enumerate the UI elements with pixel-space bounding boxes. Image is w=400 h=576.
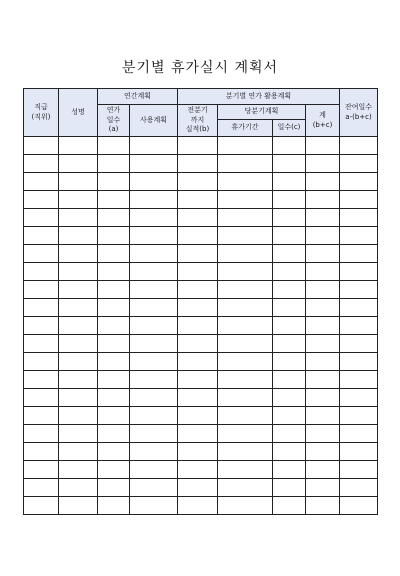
table-cell[interactable]	[24, 245, 59, 263]
table-cell[interactable]	[130, 497, 178, 515]
table-cell[interactable]	[340, 191, 378, 209]
document-title: 분기별 휴가실시 계획서	[121, 60, 279, 76]
table-cell[interactable]	[306, 425, 340, 443]
table-cell[interactable]	[24, 209, 59, 227]
table-cell[interactable]	[340, 155, 378, 173]
table-cell[interactable]	[178, 173, 218, 191]
table-cell[interactable]	[24, 227, 59, 245]
table-cell[interactable]	[24, 155, 59, 173]
table-cell[interactable]	[98, 479, 130, 497]
table-cell[interactable]	[273, 281, 306, 299]
table-cell[interactable]	[273, 335, 306, 353]
table-cell[interactable]	[130, 335, 178, 353]
table-cell[interactable]	[178, 137, 218, 155]
table-cell[interactable]	[218, 299, 273, 317]
table-cell[interactable]	[178, 317, 218, 335]
table-cell[interactable]	[178, 443, 218, 461]
table-cell[interactable]	[306, 137, 340, 155]
table-cell[interactable]	[178, 245, 218, 263]
table-cell[interactable]	[178, 497, 218, 515]
header-usage-plan: 사용계획	[130, 105, 178, 137]
table-row	[24, 137, 378, 155]
table-cell[interactable]	[24, 443, 59, 461]
table-cell[interactable]	[98, 317, 130, 335]
table-cell[interactable]	[24, 407, 59, 425]
table-cell[interactable]	[306, 227, 340, 245]
table-cell[interactable]	[59, 317, 98, 335]
table-cell[interactable]	[178, 335, 218, 353]
table-row	[24, 227, 378, 245]
table-cell[interactable]	[98, 209, 130, 227]
table-cell[interactable]	[218, 425, 273, 443]
table-cell[interactable]	[24, 425, 59, 443]
table-cell[interactable]	[130, 173, 178, 191]
table-cell[interactable]	[340, 389, 378, 407]
table-cell[interactable]	[98, 497, 130, 515]
table-cell[interactable]	[24, 479, 59, 497]
table-cell[interactable]	[306, 281, 340, 299]
table-cell[interactable]	[273, 479, 306, 497]
table-cell[interactable]	[130, 317, 178, 335]
table-cell[interactable]	[306, 389, 340, 407]
table-cell[interactable]	[306, 299, 340, 317]
table-cell[interactable]	[273, 371, 306, 389]
table-cell[interactable]	[59, 371, 98, 389]
table-row	[24, 281, 378, 299]
table-cell[interactable]	[98, 335, 130, 353]
table-cell[interactable]	[306, 353, 340, 371]
table-cell[interactable]	[130, 299, 178, 317]
table-cell[interactable]	[130, 137, 178, 155]
table-row	[24, 209, 378, 227]
table-cell[interactable]	[340, 353, 378, 371]
table-cell[interactable]	[98, 371, 130, 389]
table-cell[interactable]	[218, 371, 273, 389]
table-cell[interactable]	[98, 155, 130, 173]
header-rank: 직급 (직위)	[24, 89, 59, 137]
table-row	[24, 461, 378, 479]
table-cell[interactable]	[273, 497, 306, 515]
table-cell[interactable]	[273, 407, 306, 425]
table-cell[interactable]	[178, 407, 218, 425]
table-cell[interactable]	[59, 389, 98, 407]
table-cell[interactable]	[130, 479, 178, 497]
table-cell[interactable]	[98, 389, 130, 407]
table-cell[interactable]	[130, 461, 178, 479]
table-cell[interactable]	[306, 209, 340, 227]
table-cell[interactable]	[306, 461, 340, 479]
table-cell[interactable]	[59, 173, 98, 191]
table-cell[interactable]	[273, 137, 306, 155]
table-cell[interactable]	[218, 245, 273, 263]
table-cell[interactable]	[130, 389, 178, 407]
table-cell[interactable]	[130, 209, 178, 227]
table-row	[24, 353, 378, 371]
table-row	[24, 155, 378, 173]
table-row	[24, 389, 378, 407]
table-cell[interactable]	[130, 371, 178, 389]
table-row	[24, 245, 378, 263]
table-row	[24, 299, 378, 317]
table-cell[interactable]	[218, 479, 273, 497]
table-cell[interactable]	[59, 281, 98, 299]
table-cell[interactable]	[130, 155, 178, 173]
header-remaining-days: 잔여일수 a-(b+c)	[340, 89, 378, 137]
table-cell[interactable]	[273, 155, 306, 173]
table-cell[interactable]	[218, 407, 273, 425]
table-cell[interactable]	[178, 227, 218, 245]
table-cell[interactable]	[130, 281, 178, 299]
table-cell[interactable]	[340, 371, 378, 389]
table-cell[interactable]	[59, 191, 98, 209]
table-row	[24, 497, 378, 515]
table-cell[interactable]	[178, 371, 218, 389]
table-row	[24, 425, 378, 443]
table-cell[interactable]	[340, 461, 378, 479]
table-cell[interactable]	[130, 353, 178, 371]
table-cell[interactable]	[178, 281, 218, 299]
header-current-quarter: 당분기계획	[218, 105, 306, 120]
table-cell[interactable]	[59, 461, 98, 479]
table-cell[interactable]	[273, 263, 306, 281]
table-cell[interactable]	[178, 299, 218, 317]
table-cell[interactable]	[340, 281, 378, 299]
table-cell[interactable]	[273, 299, 306, 317]
table-cell[interactable]	[130, 227, 178, 245]
table-cell[interactable]	[98, 263, 130, 281]
table-cell[interactable]	[59, 137, 98, 155]
table-cell[interactable]	[59, 479, 98, 497]
header-quarterly-plan: 분기별 연가 활용계획	[178, 89, 340, 105]
table-cell[interactable]	[59, 155, 98, 173]
table-cell[interactable]	[24, 263, 59, 281]
table-cell[interactable]	[98, 245, 130, 263]
header-total: 계 (b+c)	[306, 105, 340, 137]
table-cell[interactable]	[178, 461, 218, 479]
table-cell[interactable]	[24, 389, 59, 407]
table-cell[interactable]	[340, 479, 378, 497]
table-cell[interactable]	[306, 497, 340, 515]
table-cell[interactable]	[273, 173, 306, 191]
table-cell[interactable]	[273, 389, 306, 407]
table-cell[interactable]	[178, 155, 218, 173]
table-cell[interactable]	[98, 299, 130, 317]
table-cell[interactable]	[273, 461, 306, 479]
table-row	[24, 479, 378, 497]
table-cell[interactable]	[24, 191, 59, 209]
table-cell[interactable]	[273, 443, 306, 461]
table-row	[24, 317, 378, 335]
table-cell[interactable]	[340, 335, 378, 353]
table-cell[interactable]	[178, 389, 218, 407]
table-cell[interactable]	[273, 425, 306, 443]
table-cell[interactable]	[340, 137, 378, 155]
table-cell[interactable]	[24, 353, 59, 371]
table-cell[interactable]	[98, 353, 130, 371]
table-cell[interactable]	[273, 191, 306, 209]
table-cell[interactable]	[59, 443, 98, 461]
table-cell[interactable]	[306, 443, 340, 461]
table-row	[24, 371, 378, 389]
table-cell[interactable]	[218, 191, 273, 209]
table-cell[interactable]	[24, 137, 59, 155]
table-cell[interactable]	[340, 209, 378, 227]
table-cell[interactable]	[218, 281, 273, 299]
table-cell[interactable]	[98, 191, 130, 209]
table-cell[interactable]	[130, 245, 178, 263]
table-cell[interactable]	[218, 209, 273, 227]
table-cell[interactable]	[218, 263, 273, 281]
table-row	[24, 335, 378, 353]
table-cell[interactable]	[130, 263, 178, 281]
table-cell[interactable]	[24, 497, 59, 515]
table-cell[interactable]	[306, 245, 340, 263]
table-cell[interactable]	[98, 461, 130, 479]
table-cell[interactable]	[340, 317, 378, 335]
table-cell[interactable]	[98, 137, 130, 155]
table-cell[interactable]	[218, 443, 273, 461]
table-cell[interactable]	[178, 425, 218, 443]
header-leave-period: 휴가기간	[218, 120, 273, 137]
table-cell[interactable]	[59, 263, 98, 281]
table-cell[interactable]	[340, 425, 378, 443]
table-cell[interactable]	[59, 497, 98, 515]
table-cell[interactable]	[218, 335, 273, 353]
table-body	[24, 137, 378, 515]
table-cell[interactable]	[306, 335, 340, 353]
table-cell[interactable]	[218, 137, 273, 155]
table-cell[interactable]	[273, 209, 306, 227]
table-cell[interactable]	[130, 191, 178, 209]
table-cell[interactable]	[340, 263, 378, 281]
header-annual-plan: 연간계획	[98, 89, 178, 105]
table-row	[24, 263, 378, 281]
table-cell[interactable]	[98, 281, 130, 299]
table-cell[interactable]	[306, 191, 340, 209]
table-cell[interactable]	[218, 389, 273, 407]
header-annual-days: 연가 일수 (a)	[98, 105, 130, 137]
table-cell[interactable]	[24, 371, 59, 389]
table-cell[interactable]	[218, 461, 273, 479]
table-cell[interactable]	[273, 353, 306, 371]
table-cell[interactable]	[24, 299, 59, 317]
table-cell[interactable]	[59, 335, 98, 353]
table-cell[interactable]	[340, 299, 378, 317]
table-cell[interactable]	[340, 227, 378, 245]
table-cell[interactable]	[24, 335, 59, 353]
table-cell[interactable]	[130, 407, 178, 425]
table-cell[interactable]	[24, 461, 59, 479]
table-cell[interactable]	[273, 227, 306, 245]
table-cell[interactable]	[178, 191, 218, 209]
table-cell[interactable]	[273, 245, 306, 263]
header-name: 성명	[59, 89, 98, 137]
table-cell[interactable]	[306, 479, 340, 497]
table-cell[interactable]	[98, 443, 130, 461]
table-cell[interactable]	[340, 407, 378, 425]
table-cell[interactable]	[59, 245, 98, 263]
table-cell[interactable]	[98, 407, 130, 425]
table-cell[interactable]	[273, 317, 306, 335]
table-cell[interactable]	[178, 263, 218, 281]
table-cell[interactable]	[59, 407, 98, 425]
table-cell[interactable]	[340, 173, 378, 191]
table-cell[interactable]	[218, 173, 273, 191]
table-row	[24, 443, 378, 461]
table-cell[interactable]	[306, 407, 340, 425]
table-cell[interactable]	[218, 497, 273, 515]
table-cell[interactable]	[340, 497, 378, 515]
table-cell[interactable]	[130, 425, 178, 443]
table-cell[interactable]	[59, 227, 98, 245]
table-row	[24, 407, 378, 425]
table-row	[24, 173, 378, 191]
table-cell[interactable]	[130, 443, 178, 461]
table-cell[interactable]	[59, 425, 98, 443]
table-cell[interactable]	[98, 425, 130, 443]
table-cell[interactable]	[59, 209, 98, 227]
vacation-plan-table	[23, 88, 378, 515]
table-cell[interactable]	[218, 353, 273, 371]
header-previous-results: 전분기 까지 실적(b)	[178, 105, 218, 137]
table-cell[interactable]	[24, 173, 59, 191]
table-cell[interactable]	[306, 155, 340, 173]
table-cell[interactable]	[59, 353, 98, 371]
header-days-c: 일수(c)	[273, 120, 306, 137]
table-row	[24, 191, 378, 209]
table-cell[interactable]	[178, 479, 218, 497]
table-cell[interactable]	[24, 317, 59, 335]
table-cell[interactable]	[218, 317, 273, 335]
table-cell[interactable]	[178, 353, 218, 371]
table-cell[interactable]	[218, 227, 273, 245]
table-cell[interactable]	[178, 209, 218, 227]
table-cell[interactable]	[340, 245, 378, 263]
table-cell[interactable]	[306, 173, 340, 191]
table-cell[interactable]	[340, 443, 378, 461]
table-cell[interactable]	[98, 227, 130, 245]
table-cell[interactable]	[306, 263, 340, 281]
table-cell[interactable]	[306, 317, 340, 335]
table-cell[interactable]	[306, 371, 340, 389]
table-cell[interactable]	[98, 173, 130, 191]
table-cell[interactable]	[24, 281, 59, 299]
table-cell[interactable]	[218, 155, 273, 173]
table-cell[interactable]	[59, 299, 98, 317]
